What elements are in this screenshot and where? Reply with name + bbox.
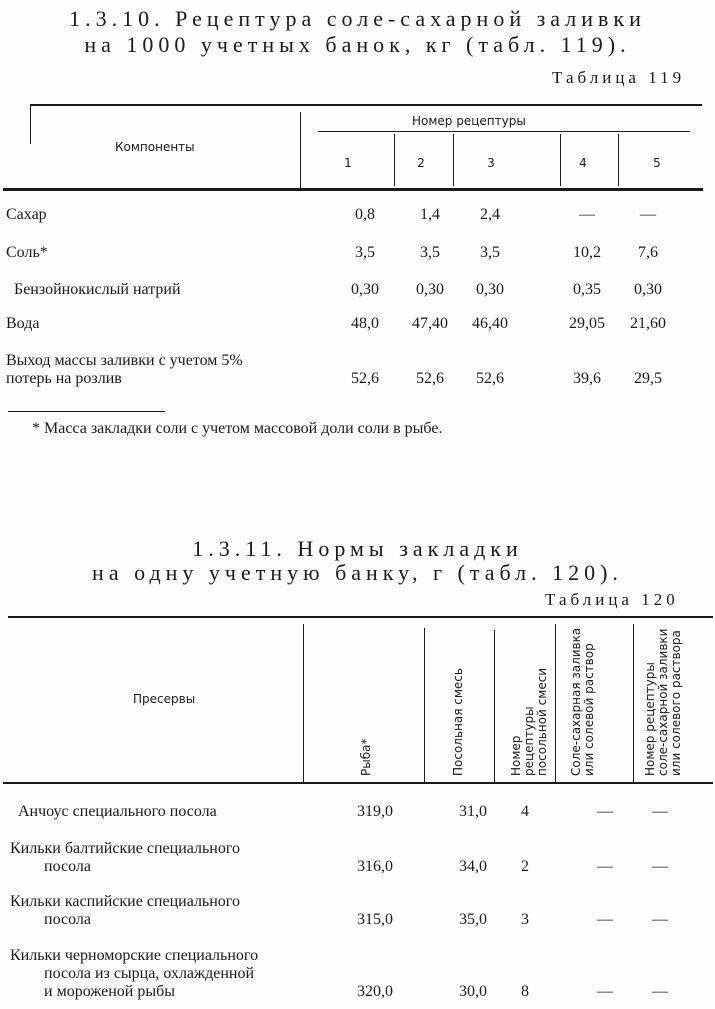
table-cell: — bbox=[652, 858, 668, 875]
table-cell: 29,5 bbox=[634, 370, 662, 387]
table120-top-rule bbox=[8, 616, 713, 618]
col-header-brine: Соле-сахарная заливка или солевой раствор bbox=[569, 627, 596, 776]
table-cell: — bbox=[597, 911, 613, 928]
table-cell: — bbox=[652, 983, 668, 1000]
section2-title-line2: на одну учетную банку, г (табл. 120). bbox=[92, 560, 623, 585]
table-cell: — bbox=[597, 858, 613, 875]
table-cell: 7,6 bbox=[638, 244, 658, 261]
table-cell: 3,5 bbox=[480, 244, 500, 261]
table-cell: 320,0 bbox=[357, 983, 393, 1000]
col-header-3: 3 bbox=[487, 156, 495, 170]
table-cell: 3,5 bbox=[355, 244, 375, 261]
row-label: Кильки черноморские специального bbox=[10, 947, 259, 964]
table-cell: 0,30 bbox=[476, 281, 504, 298]
table-cell: 3,5 bbox=[420, 244, 440, 261]
table120-header-rule bbox=[3, 782, 713, 784]
table-cell: 3 bbox=[521, 911, 529, 928]
col-header-salt-mix-recipe: Номер рецептуры посольной смеси bbox=[509, 667, 549, 776]
row-label: Вода bbox=[6, 315, 40, 332]
row-label: потерь на розлив bbox=[6, 370, 122, 387]
table-cell: 4 bbox=[521, 803, 529, 820]
col-header-4: 4 bbox=[579, 156, 587, 170]
section1-title-line1: 1.3.10. Рецептура соле-сахарной заливки bbox=[69, 6, 646, 31]
header-components: Компоненты bbox=[115, 140, 195, 154]
col-header-brine-recipe: Номер рецептуры соле-сахарной заливки или солевого раствора bbox=[643, 628, 683, 776]
table-cell: 0,30 bbox=[416, 281, 444, 298]
footnote: * Масса закладки соли с учетом массовой доли соли в рыбе. bbox=[32, 420, 443, 437]
col-header-5: 5 bbox=[653, 156, 661, 170]
table-cell: — bbox=[652, 803, 668, 820]
col-header-1: 1 bbox=[344, 156, 352, 170]
table-cell: 46,40 bbox=[472, 315, 508, 332]
table-cell: — bbox=[652, 911, 668, 928]
row-label: посола bbox=[44, 911, 91, 928]
table-cell: 34,0 bbox=[459, 858, 487, 875]
row-label: и мороженой рыбы bbox=[44, 983, 175, 1000]
table-cell: 30,0 bbox=[459, 983, 487, 1000]
table-cell: 52,6 bbox=[476, 370, 504, 387]
divider bbox=[424, 628, 425, 782]
table-cell: 39,6 bbox=[573, 370, 601, 387]
section1-title-line2: на 1000 учетных банок, кг (табл. 119). bbox=[84, 32, 631, 57]
divider bbox=[494, 630, 495, 782]
table-cell: — bbox=[597, 983, 613, 1000]
table-cell: 0,30 bbox=[351, 281, 379, 298]
header-preserves: Пресервы bbox=[133, 692, 196, 706]
row-label: Кильки балтийские специального bbox=[10, 840, 241, 857]
footnote-rule bbox=[8, 411, 165, 412]
table-cell: 0,35 bbox=[573, 281, 601, 298]
row-label: Сахар bbox=[6, 206, 47, 223]
divider bbox=[303, 624, 304, 782]
table-cell: 10,2 bbox=[573, 244, 601, 261]
table-cell: 319,0 bbox=[357, 803, 393, 820]
row-label: посола из сырца, охлажденной bbox=[44, 965, 255, 982]
table119-header-rule bbox=[3, 188, 703, 191]
row-label: Выход массы заливки с учетом 5% bbox=[6, 352, 243, 369]
row-label: Анчоус специального посола bbox=[18, 803, 217, 820]
table-cell: 29,05 bbox=[569, 315, 605, 332]
divider bbox=[453, 134, 454, 186]
col-header-2: 2 bbox=[417, 156, 425, 170]
table120-label: Таблица 120 bbox=[545, 590, 679, 609]
divider bbox=[30, 104, 31, 144]
row-label: Кильки каспийские специального bbox=[10, 893, 240, 910]
table-cell: 2 bbox=[521, 858, 529, 875]
row-label: посола bbox=[44, 858, 91, 875]
table-cell: — bbox=[579, 206, 595, 223]
divider bbox=[618, 134, 619, 186]
table-cell: 31,0 bbox=[459, 803, 487, 820]
table-cell: 35,0 bbox=[459, 911, 487, 928]
row-label: Бензойнокислый натрий bbox=[14, 281, 181, 298]
table119-label: Таблица 119 bbox=[552, 68, 686, 87]
table-cell: 0,8 bbox=[355, 206, 375, 223]
table-cell: 52,6 bbox=[351, 370, 379, 387]
table-cell: — bbox=[597, 803, 613, 820]
table-cell: 2,4 bbox=[480, 206, 500, 223]
divider bbox=[300, 112, 301, 188]
divider bbox=[633, 624, 634, 782]
table-cell: 48,0 bbox=[351, 315, 379, 332]
col-header-fish: Рыба* bbox=[359, 738, 373, 776]
table-cell: 316,0 bbox=[357, 858, 393, 875]
table119-top-rule bbox=[30, 104, 702, 106]
table-cell: 315,0 bbox=[357, 911, 393, 928]
divider bbox=[318, 131, 690, 132]
row-label: Соль* bbox=[6, 244, 48, 261]
header-recipe-number: Номер рецептуры bbox=[412, 114, 526, 128]
table-cell: — bbox=[640, 206, 656, 223]
divider bbox=[555, 624, 556, 782]
table-cell: 52,6 bbox=[416, 370, 444, 387]
table-cell: 47,40 bbox=[412, 315, 448, 332]
table-cell: 21,60 bbox=[630, 315, 666, 332]
col-header-salt-mix: Посольная смесь bbox=[451, 668, 465, 776]
table-cell: 8 bbox=[521, 983, 529, 1000]
section2-title-line1: 1.3.11. Нормы закладки bbox=[192, 536, 523, 561]
table-cell: 0,30 bbox=[634, 281, 662, 298]
table-cell: 1,4 bbox=[420, 206, 440, 223]
